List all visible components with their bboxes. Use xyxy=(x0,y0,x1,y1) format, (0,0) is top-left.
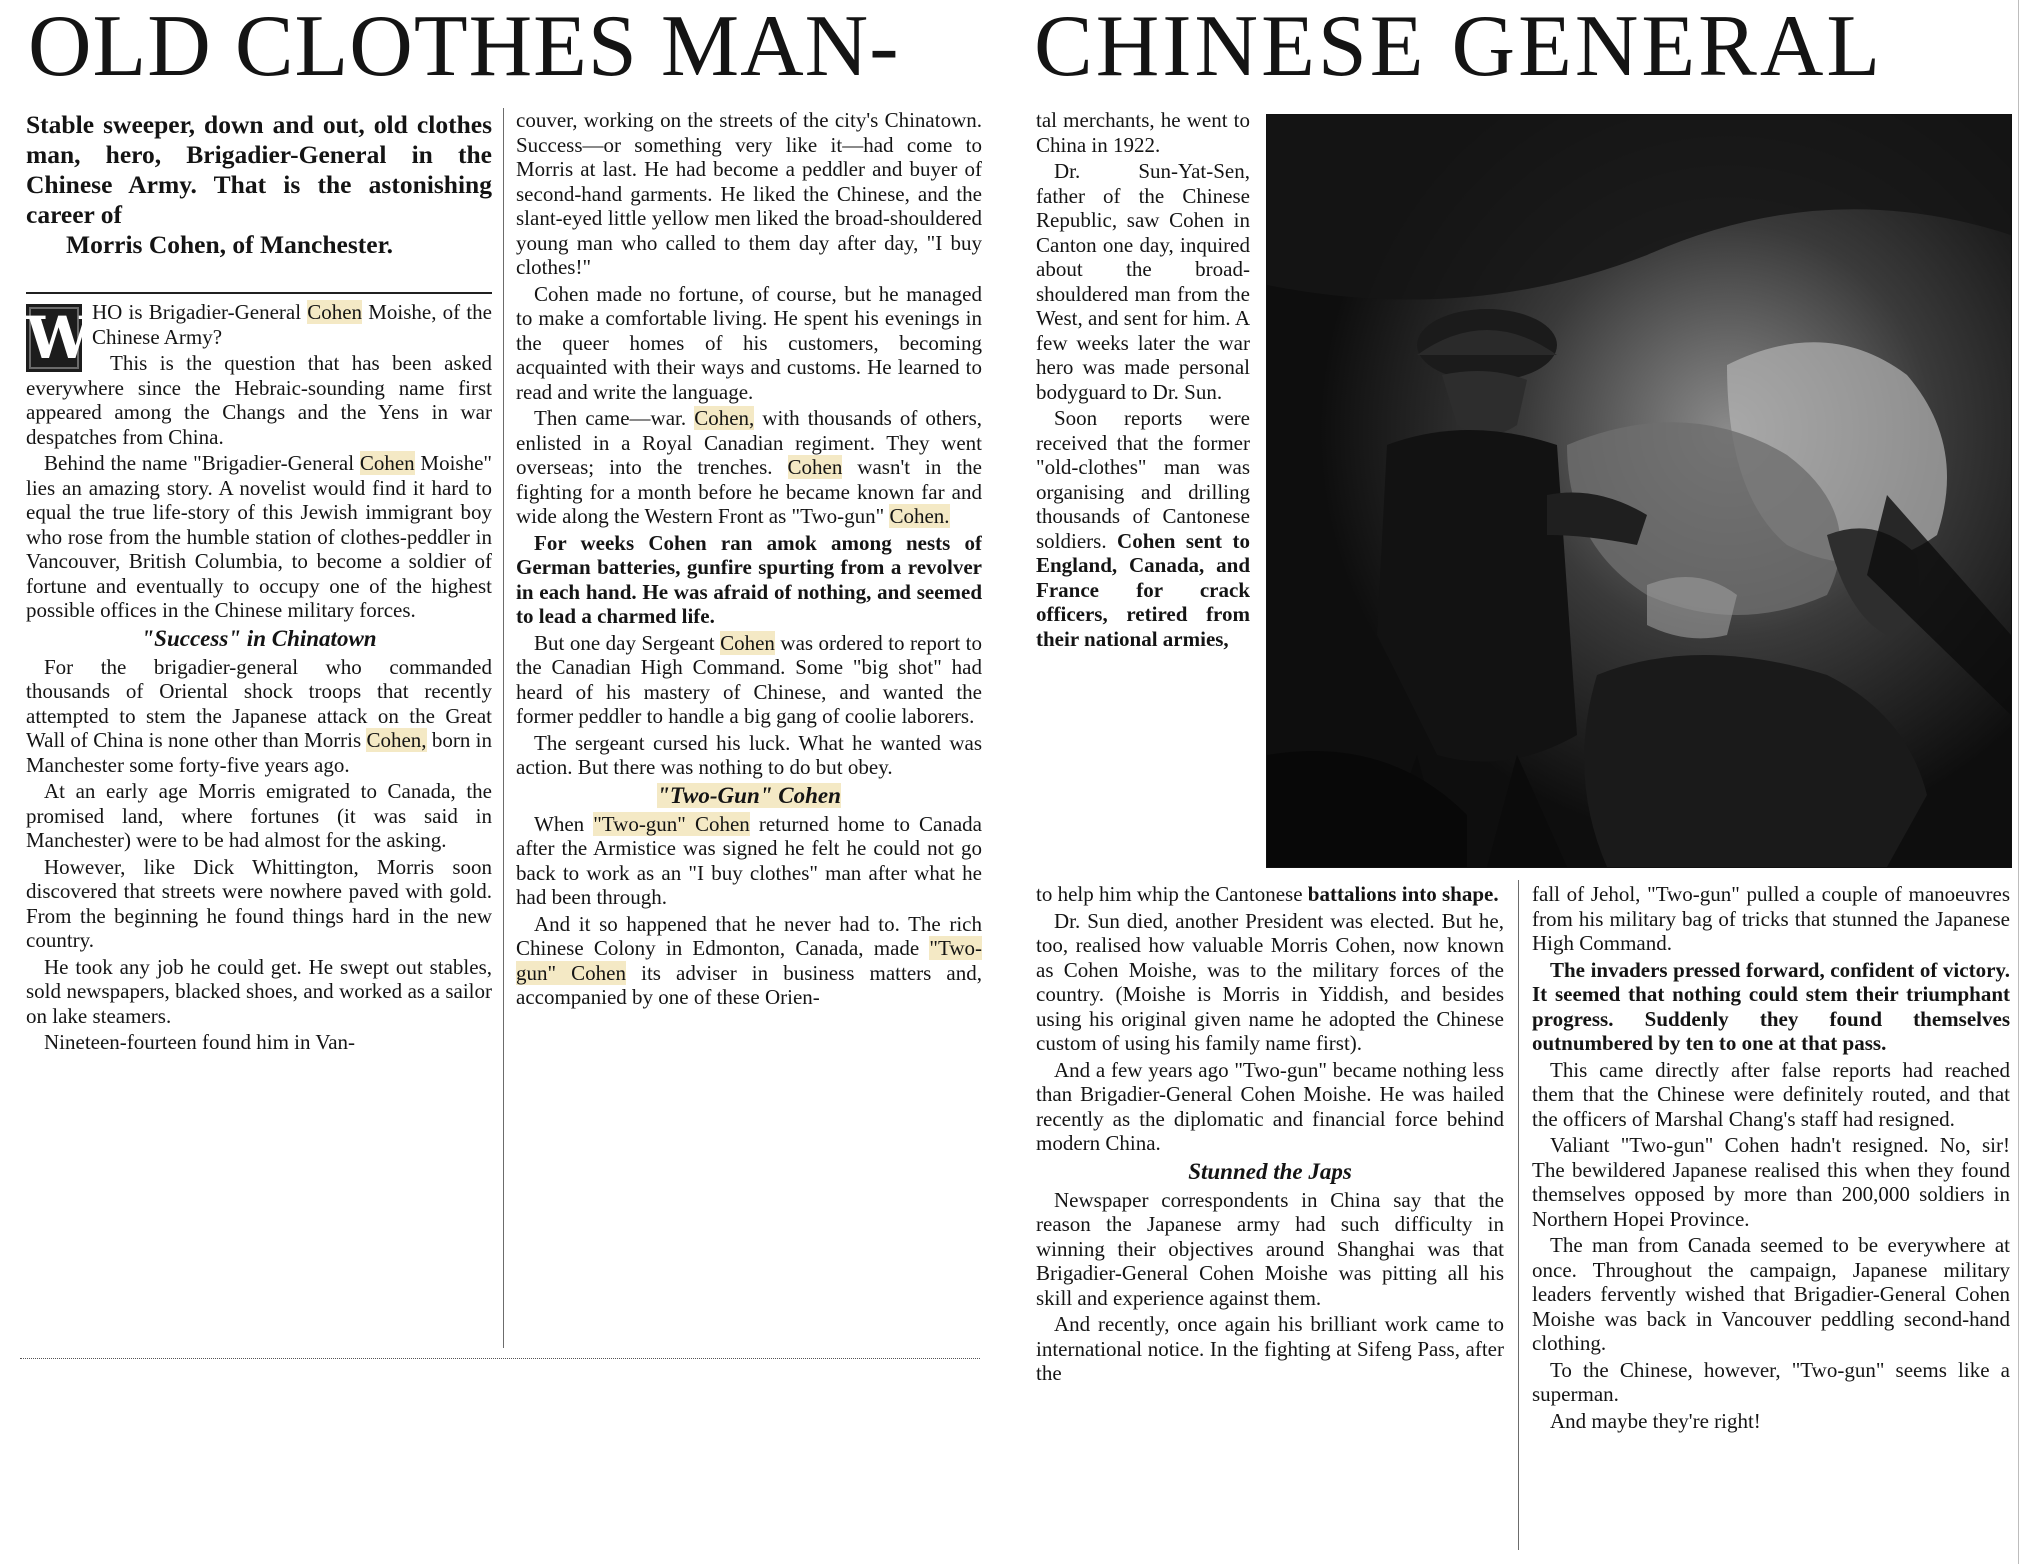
right-page-edge xyxy=(2018,0,2019,1564)
col3-paragraph: tal merchants, he went to China in 1922. xyxy=(1036,108,1250,157)
col3-paragraph: And a few years ago "Two-gun" became nothing less than Brigadier-General Cohen Moishe. He was hailed recently as the diplomatic and financial force behind modern China. xyxy=(1036,1057,1504,1155)
drop-cap-w: W xyxy=(26,304,92,372)
highlight-two-gun-cohen: "Two-gun" Cohen xyxy=(516,936,982,985)
right-page xyxy=(1004,0,2025,1564)
highlight-cohen: Cohen, xyxy=(694,406,755,430)
highlight-two-gun-cohen: "Two-gun" Cohen xyxy=(593,811,750,836)
col4-paragraph: To the Chinese, however, "Two-gun" seems like a superman. xyxy=(1532,1357,2010,1406)
subhead-success-chinatown: "Success" in Chinatown xyxy=(141,625,377,651)
col3-paragraph: Soon reports were received that the former "old-clothes" man was organising and drilling thousands of Cantonese soldiers. Cohen sent to England, Canada, and France for crack officers, retired from their national armies, xyxy=(1036,406,1250,651)
col1-paragraph: Nineteen-fourteen found him in Van- xyxy=(44,1030,356,1054)
col4-paragraph: And maybe they're right! xyxy=(1550,1408,1761,1433)
col4-paragraph: fall of Jehol, "Two-gun" pulled a couple of manoeuvres from his military bag of tricks that stunned the Japanese High Command. xyxy=(1532,882,2010,955)
col4-paragraph: The invaders pressed forward, confident of victory. It seemed that nothing could stem their triumphant progress. Suddenly they found themselves outnumbered by ten to one at that pass. xyxy=(1532,957,2010,1055)
deck-rule xyxy=(26,292,492,294)
col4-paragraph: Valiant "Two-gun" Cohen hadn't resigned. No, sir! The bewildered Japanese realised this when they found themselves opposed by more than 200,000 soldiers in Northern Hopei Province. xyxy=(1532,1133,2010,1231)
col3-paragraph: Newspaper correspondents in China say that the reason the Japanese army had such difficulty in winning their objectives around Shanghai was that Brigadier-General Cohen Moishe was pitting all his skill and experience against them. xyxy=(1036,1187,1504,1310)
col1-paragraph: For the brigadier-general who commanded thousands of Oriental shock troops that recently attempted to stem the Japanese attack on the Great Wall of China is none other than Morris Cohen, born in Manchester some forty-five years ago. xyxy=(26,654,492,777)
highlight-cohen: Cohen xyxy=(307,300,363,324)
col2-paragraph: And it so happened that he never had to. The rich Chinese Colony in Edmonton, Canada, made "Two-gun" Cohen its adviser in business matters and, accompanied by one of these Orien- xyxy=(516,911,982,1009)
bottom-rule-left xyxy=(20,1358,980,1359)
col4-paragraph: The man from Canada seemed to be everywhere at once. Throughout the campaign, Japanese military leaders fervently wished that Brigadier-General Cohen Moishe was back in Vancouver peddling second-hand clothing. xyxy=(1532,1233,2010,1355)
col2-paragraph: When "Two-gun" Cohen returned home to Canada after the Armistice was signed he felt he could not go back to work as an "I buy clothes" man after what he had been through. xyxy=(516,811,982,909)
subhead-two-gun-cohen: "Two-Gun" Cohen xyxy=(657,782,841,808)
col2-paragraph: For weeks Cohen ran amok among nests of German batteries, gunfire spurting from a revolver in each hand. He was afraid of nothing, and seemed to lead a charmed life. xyxy=(516,530,982,628)
illustration-soldiers xyxy=(1266,114,2012,868)
column-2 xyxy=(516,108,982,1345)
column-divider xyxy=(503,108,504,1348)
highlight-cohen: Cohen, xyxy=(366,728,427,752)
column-4 xyxy=(1532,882,2010,1556)
col1-paragraph: Behind the name "Brigadier-General Cohen Moishe" lies an amazing story. A novelist would find it hard to equal the true life-story of this Jewish immigrant boy who rose from the humble station of clothes-peddler in Vancouver, British Columbia, to become a soldier of fortune and eventually to occupy one of the highest possible offices in the Chinese military forces. xyxy=(26,451,492,622)
highlight-cohen: Cohen. xyxy=(889,504,950,528)
col4-paragraph: This came directly after false reports had reached them that the Chinese were definitely routed, and that the officers of Marshal Chang's staff had resigned. xyxy=(1532,1057,2010,1131)
col1-paragraph: W HO is Brigadier-General Cohen Moishe, of the Chinese Army? xyxy=(26,300,492,372)
col3-paragraph: Dr. Sun-Yat-Sen, father of the Chinese Republic, saw Cohen in Canton one day, inquired about the broad-shouldered man from the West, and sent for him. A few weeks later the war hero was made personal bodyguard to Dr. Sun. xyxy=(1036,159,1250,404)
column-divider xyxy=(1518,880,1519,1550)
col1-paragraph: This is the question that has been asked everywhere since the Hebraic-sounding name first appeared among the Changs and the Yens in war despatches from China. xyxy=(26,351,492,449)
soldiers-illustration-art xyxy=(1267,115,2011,867)
left-page xyxy=(0,0,995,1368)
headline-left: OLD CLOTHES MAN- xyxy=(28,0,900,95)
highlight-cohen: Cohen xyxy=(359,451,415,475)
highlight-cohen: Cohen xyxy=(720,630,775,655)
col3-paragraph: And recently, once again his brilliant work came to international notice. In the fighting at Sifeng Pass, after the xyxy=(1036,1312,1504,1385)
col3-paragraph: to help him whip the Cantonese battalions into shape. xyxy=(1036,882,1499,906)
col2-paragraph: The sergeant cursed his luck. What he wanted was action. But there was nothing to do but obey. xyxy=(516,730,982,779)
col1-paragraph: However, like Dick Whittington, Morris soon discovered that streets were nowhere paved with gold. From the beginning he found things hard in the new country. xyxy=(26,854,492,952)
col1-paragraph: He took any job he could get. He swept out stables, sold newspapers, blacked shoes, and worked as a sailor on lake steamers. xyxy=(26,954,492,1028)
headline-right: CHINESE GENERAL xyxy=(1034,0,1884,95)
article-deck xyxy=(26,110,492,260)
subhead-stunned-the-japs: Stunned the Japs xyxy=(1188,1158,1352,1184)
column-3-narrow xyxy=(1036,108,1250,888)
column-3-wide xyxy=(1036,882,1504,1556)
col2-paragraph: Then came—war. Cohen, with thousands of others, enlisted in a Royal Canadian regiment. They went overseas; into the trenches. Cohen wasn't in the fighting for a month before he became known far and wide along the Western Front as "Two-gun" Cohen. xyxy=(516,406,982,528)
deck-last-line: Morris Cohen, of Manchester. xyxy=(66,230,393,259)
col3-paragraph: Dr. Sun died, another President was elected. But he, too, realised how valuable Morris Cohen, now known as Cohen Moishe, was to the military forces of the country. (Moishe is Morris in Yiddish, and besides using his original given name he adopted the Chinese custom of using his family name first). xyxy=(1036,908,1504,1055)
col1-paragraph: At an early age Morris emigrated to Canada, the promised land, where fortunes (it was said in Manchester) were to be had almost for the asking. xyxy=(26,779,492,852)
col2-paragraph: couver, working on the streets of the city's Chinatown. Success—or something very like it—had come to Morris at last. He had become a peddler and buyer of second-hand garments. He liked the Chinese, and the slant-eyed little yellow men liked the broad-shouldered young man who called to them day after day, "I buy clothes!" xyxy=(516,108,982,279)
column-1 xyxy=(26,300,492,1345)
col2-paragraph: Cohen made no fortune, of course, but he managed to make a comfortable living. He spent his evenings in the queer homes of his customers, becoming acquainted with their ways and customs. He learned to read and write the language. xyxy=(516,281,982,404)
highlight-cohen: Cohen xyxy=(787,455,843,479)
col2-paragraph: But one day Sergeant Cohen was ordered to report to the Canadian High Command. Some "big shot" had heard of his mastery of Chinese, and wanted the former peddler to handle a big gang of coolie laborers. xyxy=(516,630,982,728)
deck-text: Stable sweeper, down and out, old clothes man, hero, Brigadier-General in the Chinese Army. That is the astonishing career of xyxy=(26,110,492,229)
